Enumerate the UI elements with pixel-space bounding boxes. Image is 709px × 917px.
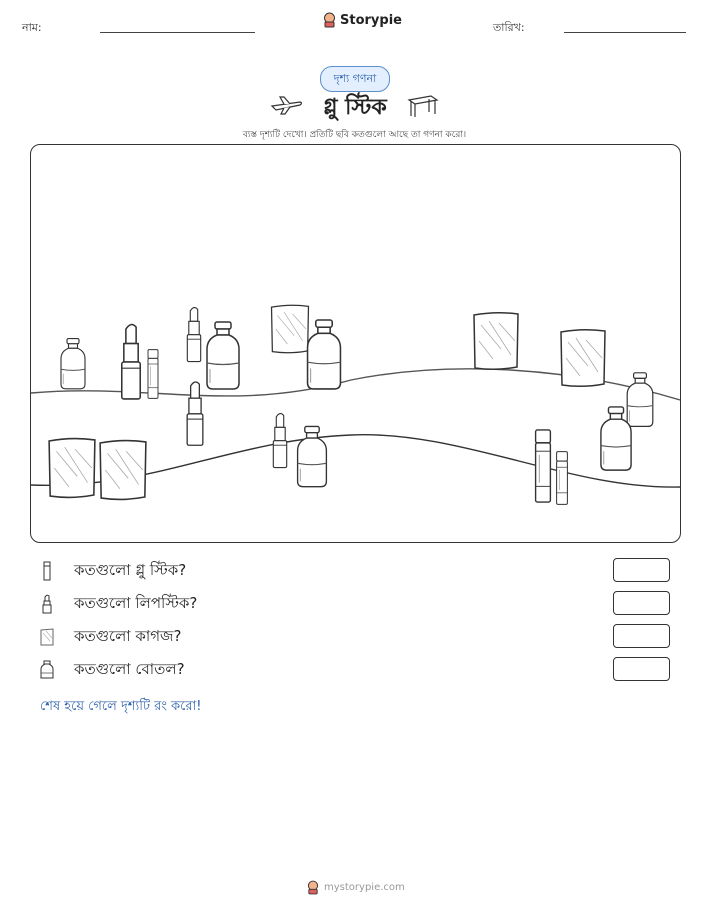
paper-3: [561, 330, 605, 387]
brand-name: Storypie: [340, 12, 402, 28]
date-label: তারিখ:: [493, 21, 525, 34]
paper-1: [272, 305, 309, 353]
name-label: নাম:: [22, 21, 42, 34]
bottle-1: [61, 339, 85, 389]
answer-box-glue[interactable]: [613, 558, 670, 582]
color-instruction: শেষ হয়ে গেলে দৃশ্যটি রং করো!: [40, 699, 202, 714]
scene-count-badge: দৃশ্য গণনা: [320, 66, 390, 92]
bottle-6: [298, 426, 327, 486]
airplane-icon: [270, 94, 304, 116]
question-text: কতগুলো বোতল?: [74, 659, 185, 678]
lipstick-4: [273, 414, 286, 468]
lipstick-icon: [40, 594, 54, 614]
question-row-glue: [40, 558, 680, 584]
glue-stick-2: [536, 430, 551, 502]
glue-stick-icon: [40, 561, 54, 581]
footer: [307, 880, 405, 895]
table-icon: [407, 94, 439, 118]
answer-box-lipstick[interactable]: [613, 591, 670, 615]
glue-stick-3: [557, 452, 568, 505]
date-line[interactable]: [564, 32, 686, 33]
storypie-mascot-icon: [307, 880, 319, 895]
paper-icon: [40, 627, 54, 647]
scene-drawing: [31, 145, 680, 542]
bottle-2: [207, 322, 239, 389]
name-line[interactable]: [100, 32, 255, 33]
question-text: কতগুলো লিপস্টিক?: [74, 593, 198, 612]
footer-url[interactable]: mystorypie.com: [324, 882, 405, 893]
page-title: গ্লু স্টিক: [323, 95, 387, 120]
lipstick-2: [187, 308, 200, 362]
instructions: ব্যস্ত দৃশ্যটি দেখো। প্রতিটি ছবি কতগুলো আছে তা গণনা করো।: [242, 130, 467, 140]
bottle-icon: [40, 660, 54, 680]
paper-4: [49, 439, 95, 498]
question-text: কতগুলো গ্লু স্টিক?: [74, 560, 187, 579]
question-text: কতগুলো কাগজ?: [74, 626, 182, 645]
brand-logo: [323, 12, 402, 28]
bottle-4: [627, 373, 653, 427]
bottle-5: [601, 407, 631, 470]
lipstick-1: [122, 325, 140, 399]
bottle-3: [308, 320, 341, 389]
paper-5: [100, 441, 146, 500]
question-row-lipstick: [40, 591, 680, 617]
counting-scene: [30, 144, 681, 543]
glue-stick-1: [148, 350, 158, 399]
lipstick-3: [187, 382, 203, 445]
storypie-mascot-icon: [323, 12, 336, 28]
answer-box-bottle[interactable]: [613, 657, 670, 681]
answer-box-paper[interactable]: [613, 624, 670, 648]
paper-2: [474, 313, 518, 370]
question-row-paper: [40, 624, 680, 650]
question-row-bottle: [40, 657, 680, 683]
